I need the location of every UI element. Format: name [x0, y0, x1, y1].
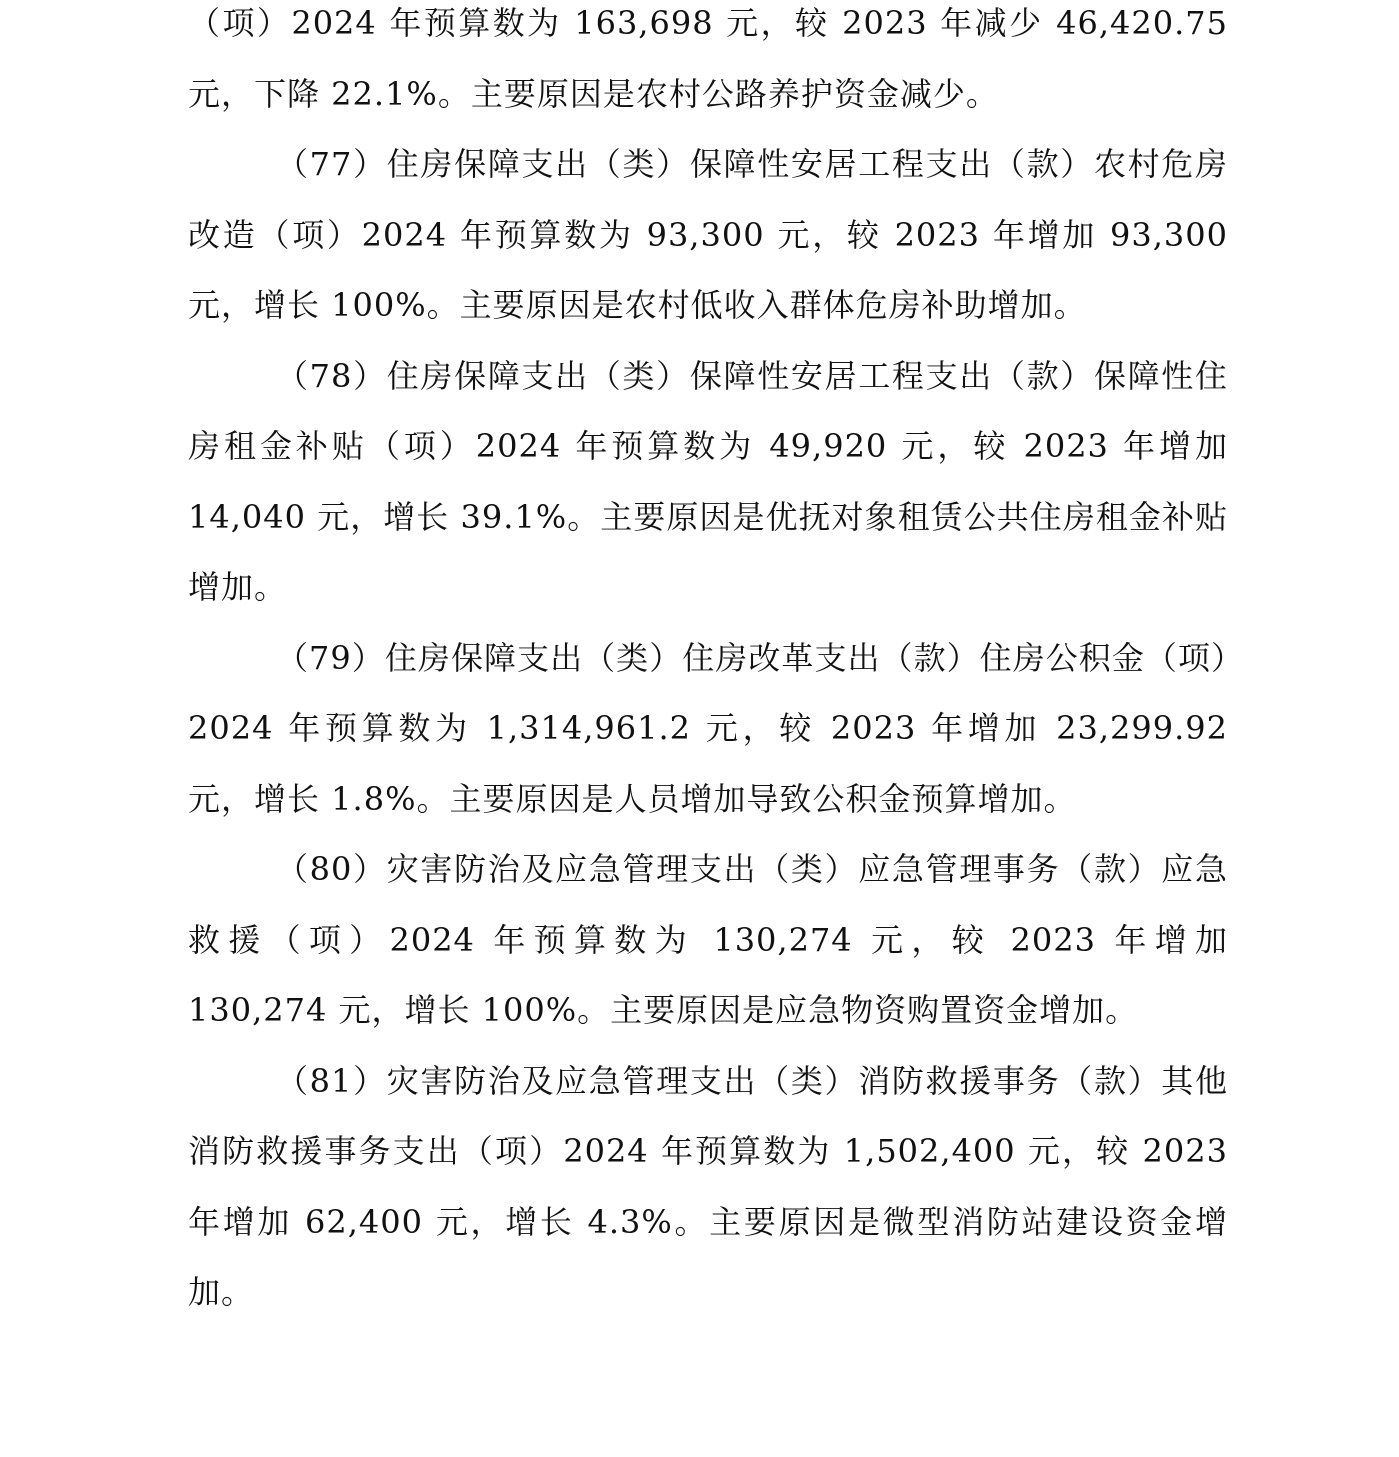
paragraph-item-80: （80）灾害防治及应急管理支出（类）应急管理事务（款）应急救援（项）2024 年预算数为 130,274 元，较 2023 年增加 130,274 元，增长 100%。主要原因是应急物资购置资金增加。 [188, 850, 1228, 1029]
paragraph-item-78: （78）住房保障支出（类）保障性安居工程支出（款）保障性住房租金补贴（项）2024 年预算数为 49,920 元，较 2023 年增加 14,040 元，增长 39.1%。主要原因是优抚对象租赁公共住房租金补贴增加。 [188, 356, 1228, 606]
paragraph-item-79: （79）住房保障支出（类）住房改革支出（款）住房公积金（项）2024 年预算数为 1,314,961.2 元，较 2023 年增加 23,299.92 元，增长 1.8%。主要原因是人员增加导致公积金预算增加。 [188, 638, 1228, 818]
document-page [188, 0, 1228, 1328]
paragraph-item-77: （77）住房保障支出（类）保障性安居工程支出（款）农村危房改造（项）2024 年预算数为 93,300 元，较 2023 年增加 93,300 元，增长 100%。主要原因是农村低收入群体危房补助增加。 [188, 145, 1228, 324]
paragraph-item-81: （81）灾害防治及应急管理支出（类）消防救援事务（款）其他消防救援事务支出（项）2024 年预算数为 1,502,400 元，较 2023 年增加 62,400 元，增长 4.3%。主要原因是微型消防站建设资金增加。 [188, 1061, 1228, 1311]
paragraph-continuation: （项）2024 年预算数为 163,698 元，较 2023 年减少 46,420.75 元，下降 22.1%。主要原因是农村公路养护资金减少。 [188, 4, 1228, 113]
